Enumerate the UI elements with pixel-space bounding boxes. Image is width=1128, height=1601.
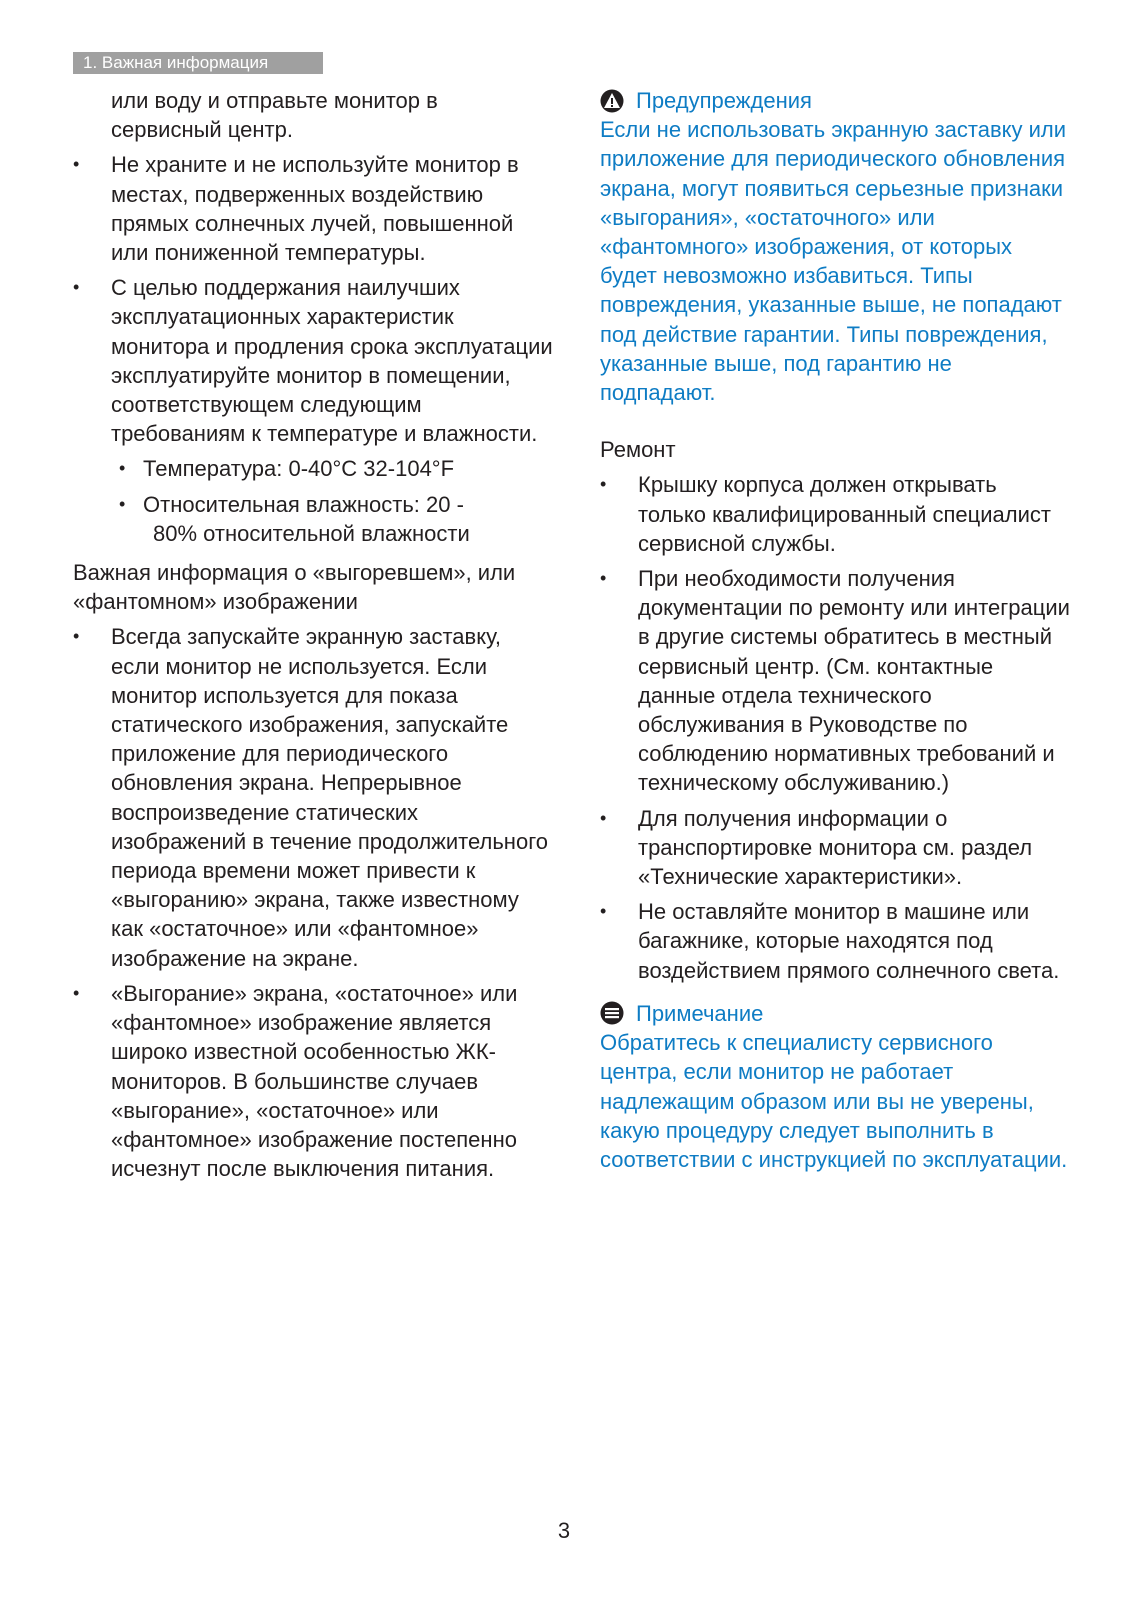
list-item: • Не оставляйте монитор в машине или багажнике, которые находятся под воздействием прямого солнечного света. bbox=[600, 897, 1070, 985]
list-item bbox=[73, 273, 553, 548]
note-text: Обратитесь к специалисту сервисного центра, если монитор не работает надлежащим образом или вы не уверены, какую процедуру следует выполнить в соответствии с инструкцией по эксплуатации. bbox=[600, 1030, 1068, 1172]
humidity-line-1: • Относительная влажность: 20 - bbox=[143, 491, 464, 517]
sub-list-item-humidity bbox=[111, 490, 553, 548]
page-number: 3 bbox=[557, 1518, 571, 1543]
list-item: • «Выгорание» экрана, «остаточное» или «фантомное» изображение является широко известной особенностью ЖК-мониторов. В большинстве случаев «выгорание», «остаточное» или «фантомное» изображение постепенно исчезнут после выключения питания. bbox=[73, 979, 553, 1183]
sub-list-item-temperature: • Температура: 0-40°C 32-104°F bbox=[111, 454, 553, 483]
warning-title-row bbox=[600, 86, 1070, 115]
right-column bbox=[600, 86, 1070, 1174]
warning-text: Если не использовать экранную заставку или приложение для периодического обновления экрана, могут появиться серьезные признаки «выгорания», «остаточного» или «фантомного» изображения, от которых будет невозможно избавиться. Типы повреждения, указанные выше, не попадают под действие гарантии. Типы повреждения, указанные выше, под гарантию не подпадают. bbox=[600, 117, 1067, 406]
warning-title: Предупреждения bbox=[636, 88, 812, 113]
intro-continuation: или воду и отправьте монитор в сервисный центр. bbox=[111, 88, 438, 143]
repair-bullets bbox=[600, 470, 1070, 984]
list-item: • Всегда запускайте экранную заставку, если монитор не используется. Если монитор используется для показа статического изображения, запускайте приложение для периодического обновления экрана. Непрерывное воспроизведение статических изображений в течение продолжительного периода времени может привести к «выгоранию» экрана, также известному как «остаточное» или «фантомное» изображение на экране. bbox=[73, 622, 553, 972]
left-column bbox=[73, 86, 553, 1183]
storage-bullets bbox=[73, 150, 553, 548]
list-item: • Не храните и не используйте монитор в местах, подверженных воздействию прямых солнечных лучей, повышенной или пониженной температуры. bbox=[73, 150, 553, 267]
burn-in-heading: Важная информация о «выгоревшем», или «фантомном» изображении bbox=[73, 560, 516, 615]
environment-sub-bullets bbox=[111, 454, 553, 548]
section-header-tab: 1. Важная информация bbox=[73, 52, 323, 74]
humidity-line-2: 80% относительной влажности bbox=[153, 520, 470, 546]
note-title-row bbox=[600, 999, 1070, 1028]
repair-heading: Ремонт bbox=[600, 437, 676, 463]
burn-in-bullets bbox=[73, 622, 553, 1183]
list-item: • При необходимости получения документации по ремонту или интеграции в другие системы обратитесь в местный сервисный центр. (См. контактные данные отдела технического обслуживания в Руководстве по соблюдению нормативных требований и техническому обслуживанию.) bbox=[600, 564, 1070, 798]
note-icon bbox=[600, 1001, 624, 1025]
list-item: • Крышку корпуса должен открывать только квалифицированный специалист сервисной службы. bbox=[600, 470, 1070, 558]
note-title: Примечание bbox=[636, 1000, 764, 1026]
warning-icon bbox=[600, 89, 624, 113]
list-item-text: С целью поддержания наилучших эксплуатационных характеристик монитора и продления срока эксплуатации эксплуатируйте монитор в помещении, соответствующем следующим требованиям к температуре и влажности. bbox=[111, 275, 553, 447]
list-item: • Для получения информации о транспортировке монитора см. раздел «Технические характеристики». bbox=[600, 804, 1070, 892]
